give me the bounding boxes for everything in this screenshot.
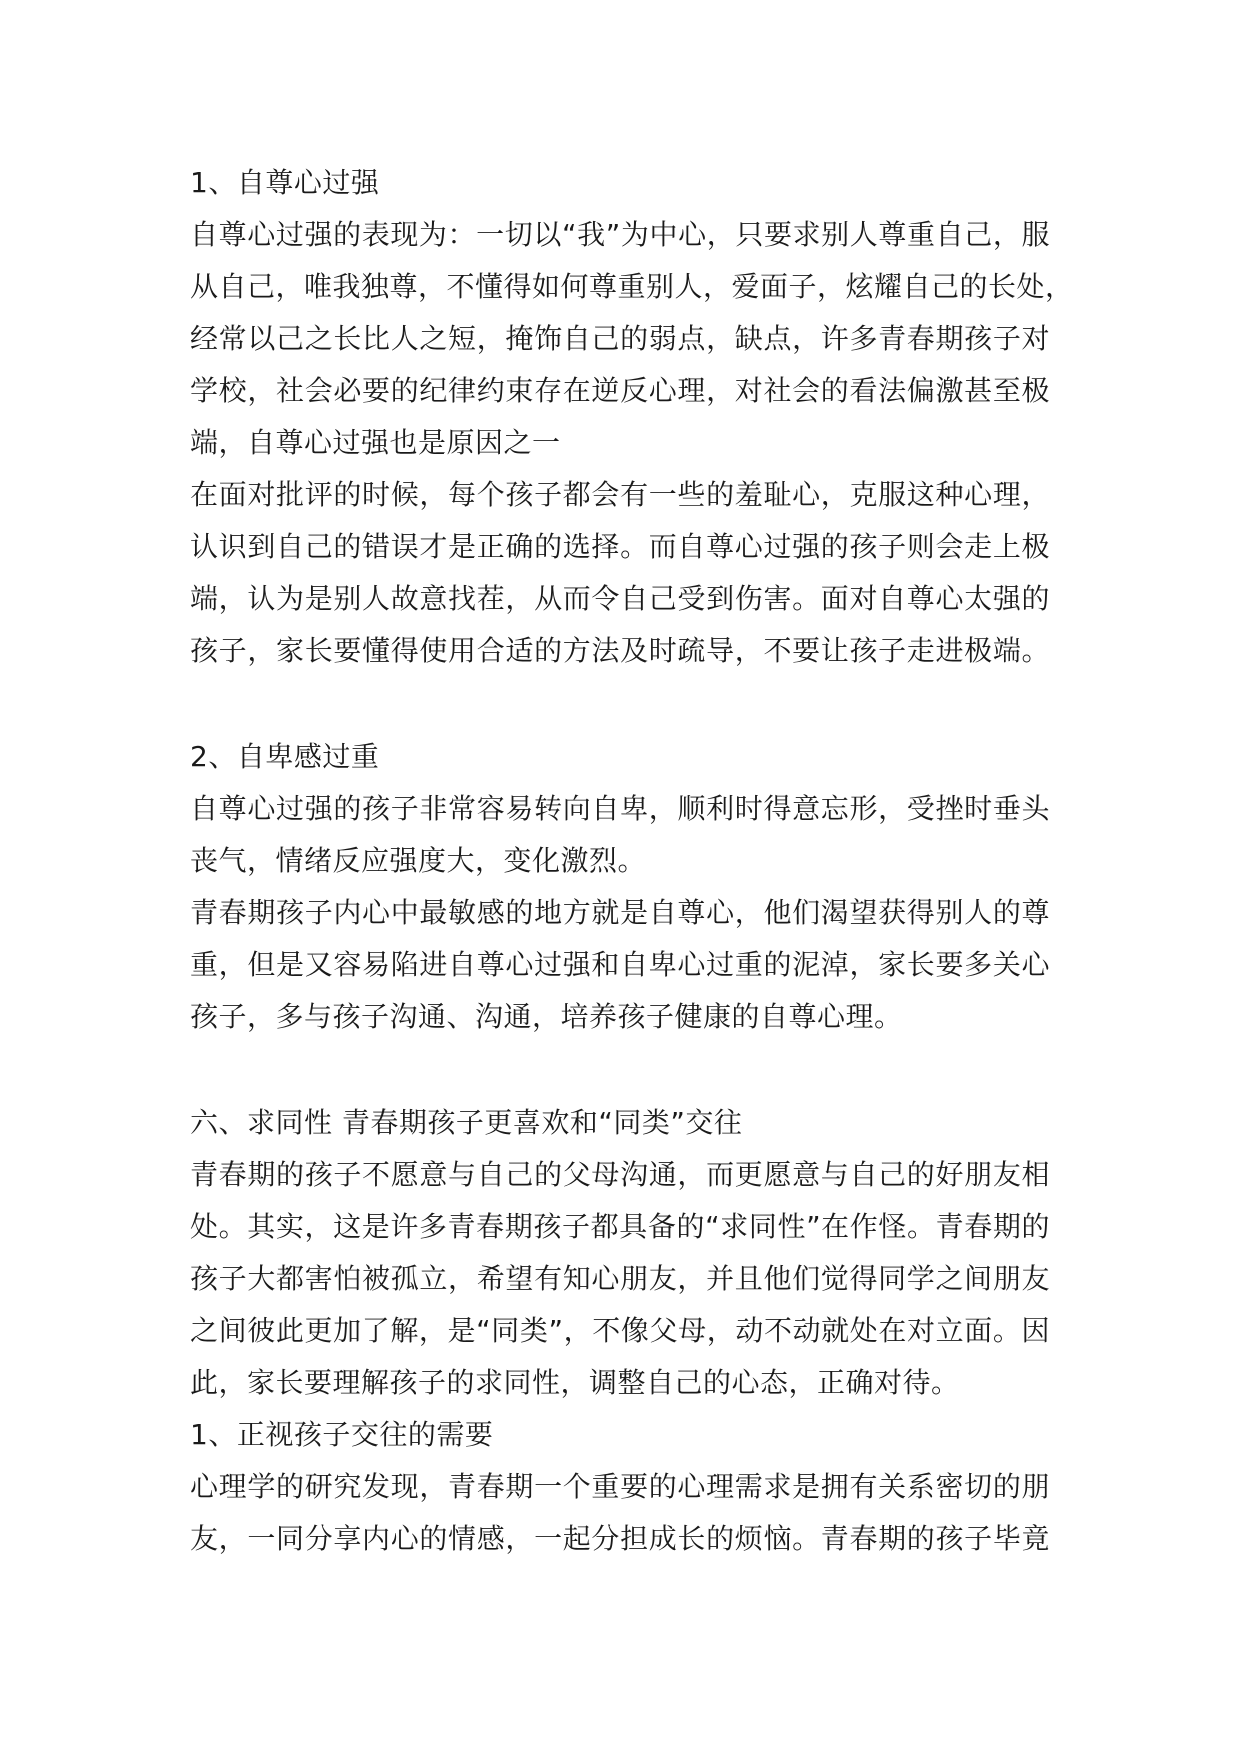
paragraph-line: 端，认为是别人故意找茬，从而令自己受到伤害。面对自尊心太强的 — [190, 582, 1050, 615]
paragraph-line: 从自己，唯我独尊，不懂得如何尊重别人，爱面子，炫耀自己的长处， — [190, 270, 1074, 303]
paragraph-line: 在面对批评的时候，每个孩子都会有一些的羞耻心，克服这种心理， — [190, 478, 1050, 511]
paragraph-line: 孩子，多与孩子沟通、沟通，培养孩子健康的自尊心理。 — [190, 1000, 903, 1033]
paragraph-line: 经常以己之长比人之短，掩饰自己的弱点，缺点，许多青春期孩子对 — [190, 322, 1050, 355]
section-spacer — [190, 1043, 1050, 1097]
paragraph-line: 学校，社会必要的纪律约束存在逆反心理，对社会的看法偏激甚至极 — [190, 374, 1050, 407]
paragraph-line: 友，一同分享内心的情感，一起分担成长的烦恼。青春期的孩子毕竟 — [190, 1522, 1050, 1555]
section-spacer — [190, 677, 1050, 731]
paragraph-line: 处。其实，这是许多青春期孩子都具备的“求同性”在作怪。青春期的 — [190, 1210, 1050, 1243]
section-2-heading: 2、自卑感过重 — [190, 740, 380, 773]
paragraph-line: 重，但是又容易陷进自尊心过强和自卑心过重的泥淖，家长要多关心 — [190, 948, 1050, 981]
paragraph-line: 端，自尊心过强也是原因之一 — [190, 426, 561, 459]
paragraph-line: 之间彼此更加了解，是“同类”，不像父母，动不动就处在对立面。因 — [190, 1314, 1050, 1347]
paragraph-line: 丧气，情绪反应强度大，变化激烈。 — [190, 844, 647, 877]
paragraph-line: 自尊心过强的孩子非常容易转向自卑，顺利时得意忘形，受挫时垂头 — [190, 792, 1050, 825]
paragraph-line: 青春期的孩子不愿意与自己的父母沟通，而更愿意与自己的好朋友相 — [190, 1158, 1050, 1191]
section-3-heading: 六、求同性 青春期孩子更喜欢和“同类”交往 — [190, 1106, 743, 1139]
paragraph-line: 孩子，家长要懂得使用合适的方法及时疏导，不要让孩子走进极端。 — [190, 634, 1050, 667]
paragraph-line: 此，家长要理解孩子的求同性，调整自己的心态，正确对待。 — [190, 1366, 960, 1399]
section-1-heading: 1、自尊心过强 — [190, 166, 380, 199]
paragraph-line: 认识到自己的错误才是正确的选择。而自尊心过强的孩子则会走上极 — [190, 530, 1050, 563]
paragraph-line: 孩子大都害怕被孤立，希望有知心朋友，并且他们觉得同学之间朋友 — [190, 1262, 1050, 1295]
paragraph-line: 自尊心过强的表现为：一切以“我”为中心，只要求别人尊重自己，服 — [190, 218, 1050, 251]
document-page — [190, 157, 1074, 1565]
paragraph-line: 青春期孩子内心中最敏感的地方就是自尊心，他们渴望获得别人的尊 — [190, 896, 1050, 929]
paragraph-line: 心理学的研究发现，青春期一个重要的心理需求是拥有关系密切的朋 — [190, 1470, 1050, 1503]
subsection-heading: 1、正视孩子交往的需要 — [190, 1418, 494, 1451]
